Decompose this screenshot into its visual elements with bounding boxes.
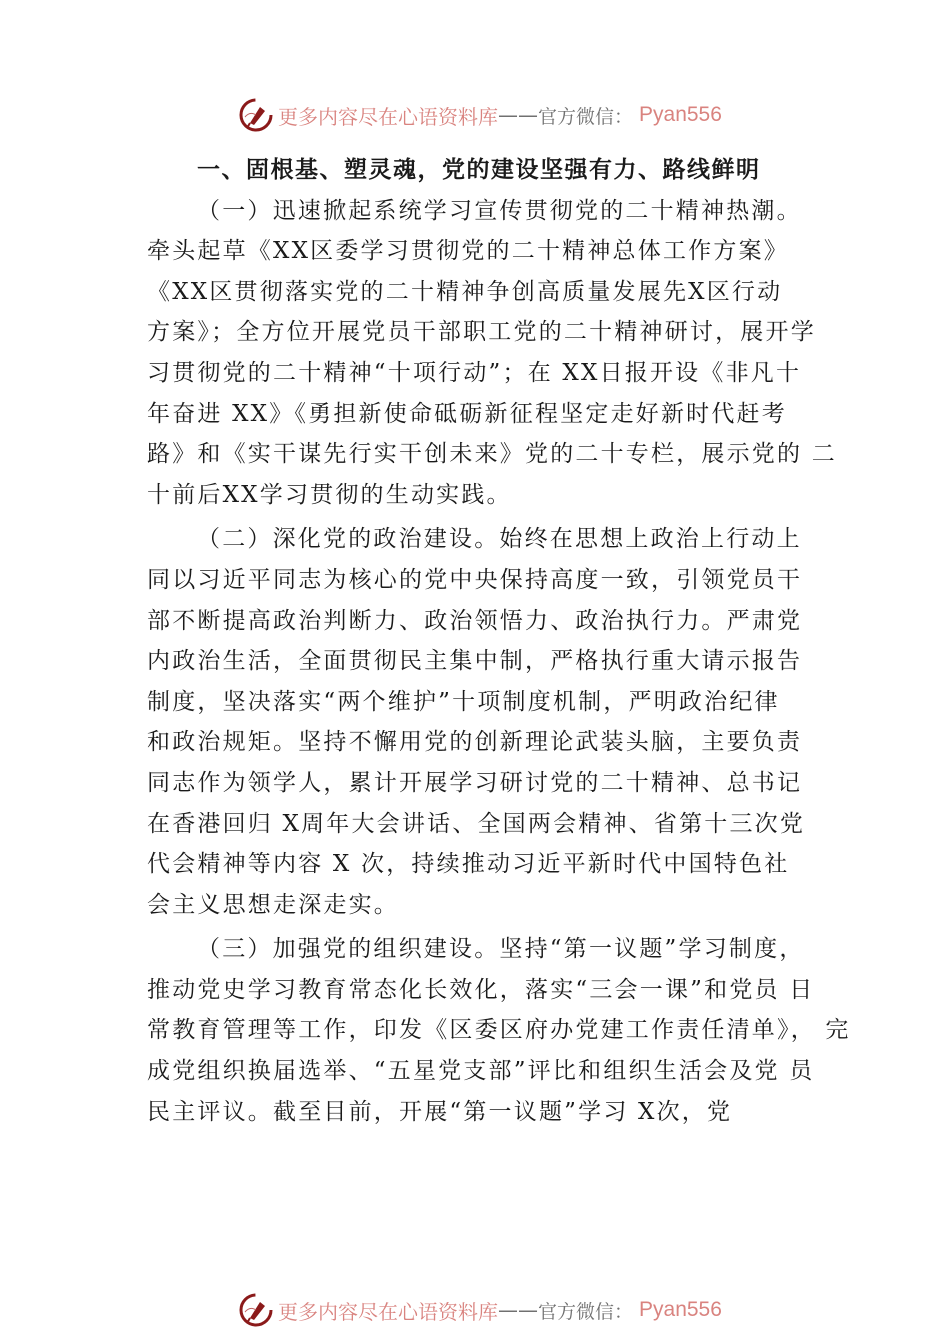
banner-wechat-id: Pyan556 — [639, 103, 722, 126]
paragraph-line: 内政治生活，全面贯彻民主集中制，严格执行重大请示报告 — [147, 648, 803, 675]
paragraph-2 — [147, 519, 819, 925]
banner-wechat-label: 官方微信： — [538, 1300, 634, 1323]
quill-pen-logo-icon — [238, 1292, 274, 1328]
paragraph-line: 习贯彻党的二十精神“十项行动”；在 XX日报开设《非凡十 — [147, 359, 802, 386]
paragraph-line: 路》和《实干谋先行实干创未来》党的二十专栏，展示党的 二 — [147, 441, 837, 468]
paragraph-line: 同志作为领学人，累计开展学习研讨党的二十精神、总书记 — [147, 769, 803, 796]
paragraph-line: 《XX区贯彻落实党的二十精神争创高质量发展先X区行动 — [147, 278, 783, 305]
paragraph-line: 成党组织换届选举、“五星党支部”评比和组织生活会及党 员 — [147, 1058, 815, 1085]
banner-dash: —— — [498, 1298, 538, 1322]
banner-wechat-label: 官方微信： — [538, 105, 634, 128]
paragraph-line: 年奋进 XX》《勇担新使命砥砺新征程坚定走好新时代赶考 — [147, 400, 787, 427]
paragraph-line: 方案》；全方位开展党员干部职工党的二十精神研讨，展开学 — [147, 319, 816, 346]
paragraph-1 — [147, 191, 837, 516]
paragraph-line: （二）深化党的政治建设。始终在思想上政治上行动上 — [197, 526, 802, 553]
paragraph-line: 民主评议。截至目前，开展“第一议题”学习 X次，党 — [147, 1098, 733, 1125]
paragraph-3 — [147, 929, 851, 1132]
paragraph-line: 推动党史学习教育常态化长效化，落实“三会一课”和党员 日 — [147, 976, 815, 1003]
paragraph-line: 和政治规矩。坚持不懈用党的创新理论武装头脑，主要负责 — [147, 729, 803, 756]
paragraph-line: 部不断提高政治判断力、政治领悟力、政治执行力。严肃党 — [147, 607, 803, 634]
paragraph-line: 制度，坚决落实“两个维护”十项制度机制，严明政治纪律 — [147, 688, 780, 715]
footer-banner — [238, 1290, 722, 1330]
header-banner — [238, 95, 722, 135]
paragraph-line: 在香港回归 X周年大会讲话、全国两会精神、省第十三次党 — [147, 810, 806, 837]
paragraph-line: 同以习近平同志为核心的党中央保持高度一致，引领党员干 — [147, 566, 803, 593]
section-heading: 一、固根基、塑灵魂，党的建设坚强有力、路线鲜明 — [197, 156, 761, 183]
paragraph-line: 常教育管理等工作，印发《区委区府办党建工作责任清单》， 完 — [147, 1017, 851, 1044]
banner-brand-text: 更多内容尽在心语资料库 — [278, 104, 498, 129]
paragraph-line: 十前后XX学习贯彻的生动实践。 — [147, 481, 512, 508]
quill-pen-logo-icon — [238, 97, 274, 133]
paragraph-line: 代会精神等内容 X 次，持续推动习近平新时代中国特色社 — [147, 851, 790, 878]
document-body — [147, 150, 851, 1132]
paragraph-line: （一）迅速掀起系统学习宣传贯彻党的二十精神热潮。 — [197, 197, 802, 224]
paragraph-line: 会主义思想走深走实。 — [147, 891, 399, 918]
paragraph-line: 牵头起草《XX区委学习贯彻党的二十精神总体工作方案》 — [147, 238, 789, 265]
banner-brand-text: 更多内容尽在心语资料库 — [278, 1299, 498, 1324]
paragraph-line: （三）加强党的组织建设。坚持“第一议题”学习制度， — [197, 936, 805, 963]
banner-dash: —— — [498, 103, 538, 127]
banner-wechat-id: Pyan556 — [639, 1298, 722, 1321]
